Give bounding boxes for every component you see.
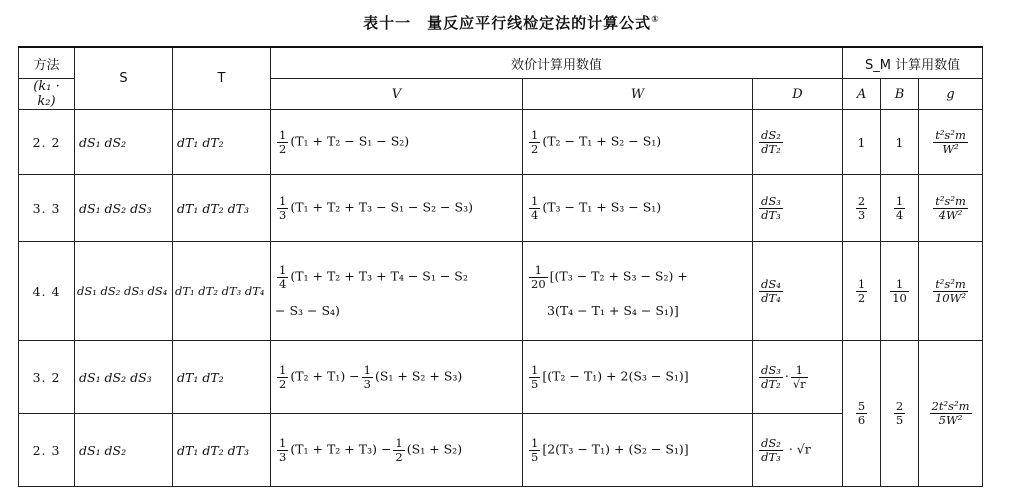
w-cell: $\frac{1}{20}$ [(T₃ − T₂ + S₃ − S₂) + 3(T₄ − T₁ + S₄ − S₁)] <box>523 242 753 341</box>
s-cell: dS₁ dS₂ dS₃ dS₄ <box>75 242 173 341</box>
d-cell: $\frac{\text{dS₂}}{\text{dT₂}}$ <box>753 110 843 175</box>
b-cell: $\frac{1}{10}$ <box>881 242 919 341</box>
v-cell: $\frac{1}{2}$ (T₂ + T₁) − $\frac{1}{3}$ (S₁ + S₂ + S₃) <box>271 341 523 414</box>
v-cell: $\frac{1}{4}$ (T₁ + T₂ + T₃ + T₄ − S₁ − S₂ − S₃ − S₄) <box>271 242 523 341</box>
t-header: T <box>173 47 271 110</box>
table-row <box>19 242 983 341</box>
table-row <box>19 414 983 487</box>
s-cell: dS₁ dS₂ dS₃ <box>75 175 173 242</box>
g-cell: $\frac{\text{t²s²m}}{\text{10W²}}$ <box>919 242 983 341</box>
w-cell: $\frac{1}{2}$ (T₂ − T₁ + S₂ − S₁) <box>523 110 753 175</box>
s-cell: dS₁ dS₂ dS₃ <box>75 341 173 414</box>
b-cell: $\frac{1}{4}$ <box>881 175 919 242</box>
a-header: A <box>843 79 881 110</box>
v-cell: $\frac{1}{2}$ (T₁ + T₂ − S₁ − S₂) <box>271 110 523 175</box>
g-merged-cell: $\frac{\text{2t²s²m}}{\text{5W²}}$ <box>919 341 983 487</box>
table-row <box>19 110 983 175</box>
g-header: g <box>919 79 983 110</box>
t-cell: dT₁ dT₂ dT₃ dT₄ <box>173 242 271 341</box>
d-cell: $\frac{\text{dS₂}}{\text{dT₃}}$ · √r <box>753 414 843 487</box>
method-cell: 3. 2 <box>19 341 75 414</box>
v-cell: $\frac{1}{3}$ (T₁ + T₂ + T₃ − S₁ − S₂ − S₃) <box>271 175 523 242</box>
sm-group-header: S_M 计算用数值 <box>843 47 983 79</box>
v-cell: $\frac{1}{3}$ (T₁ + T₂ + T₃) − $\frac{1}{2}$ (S₁ + S₂) <box>271 414 523 487</box>
b-header: B <box>881 79 919 110</box>
method-cell: 4. 4 <box>19 242 75 341</box>
w-cell: $\frac{1}{4}$ (T₃ − T₁ + S₃ − S₁) <box>523 175 753 242</box>
method-subheader: (k₁ · k₂) <box>19 79 75 110</box>
t-cell: dT₁ dT₂ <box>173 110 271 175</box>
method-cell: 3. 3 <box>19 175 75 242</box>
method-cell: 2. 2 <box>19 110 75 175</box>
d-cell: $\frac{\text{dS₃}}{\text{dT₂}}$ · $\frac{1}{√r}$ <box>753 341 843 414</box>
formula-table <box>18 46 983 487</box>
t-cell: dT₁ dT₂ dT₃ <box>173 175 271 242</box>
b-cell: 1 <box>881 110 919 175</box>
v-header: V <box>271 79 523 110</box>
a-merged-cell: $\frac{5}{6}$ <box>843 341 881 487</box>
method-cell: 2. 3 <box>19 414 75 487</box>
table-row <box>19 175 983 242</box>
a-cell: $\frac{2}{3}$ <box>843 175 881 242</box>
s-header: S <box>75 47 173 110</box>
table-row <box>19 341 983 414</box>
potency-group-header: 效价计算用数值 <box>271 47 843 79</box>
w-header: W <box>523 79 753 110</box>
d-header: D <box>753 79 843 110</box>
footnote-marker: ① <box>651 15 660 25</box>
s-cell: dS₁ dS₂ <box>75 414 173 487</box>
table-title: 表十一 量反应平行线检定法的计算公式① <box>363 14 660 32</box>
d-cell: $\frac{\text{dS₄}}{\text{dT₄}}$ <box>753 242 843 341</box>
a-cell: $\frac{1}{2}$ <box>843 242 881 341</box>
t-cell: dT₁ dT₂ <box>173 341 271 414</box>
t-cell: dT₁ dT₂ dT₃ <box>173 414 271 487</box>
a-cell: 1 <box>843 110 881 175</box>
method-header: 方法 <box>19 47 75 79</box>
b-merged-cell: $\frac{2}{5}$ <box>881 341 919 487</box>
d-cell: $\frac{\text{dS₃}}{\text{dT₃}}$ <box>753 175 843 242</box>
w-cell: $\frac{1}{5}$ [2(T₃ − T₁) + (S₂ − S₁)] <box>523 414 753 487</box>
g-cell: $\frac{\text{t²s²m}}{\text{W²}}$ <box>919 110 983 175</box>
w-cell: $\frac{1}{5}$ [(T₂ − T₁) + 2(S₃ − S₁)] <box>523 341 753 414</box>
s-cell: dS₁ dS₂ <box>75 110 173 175</box>
g-cell: $\frac{\text{t²s²m}}{\text{4W²}}$ <box>919 175 983 242</box>
